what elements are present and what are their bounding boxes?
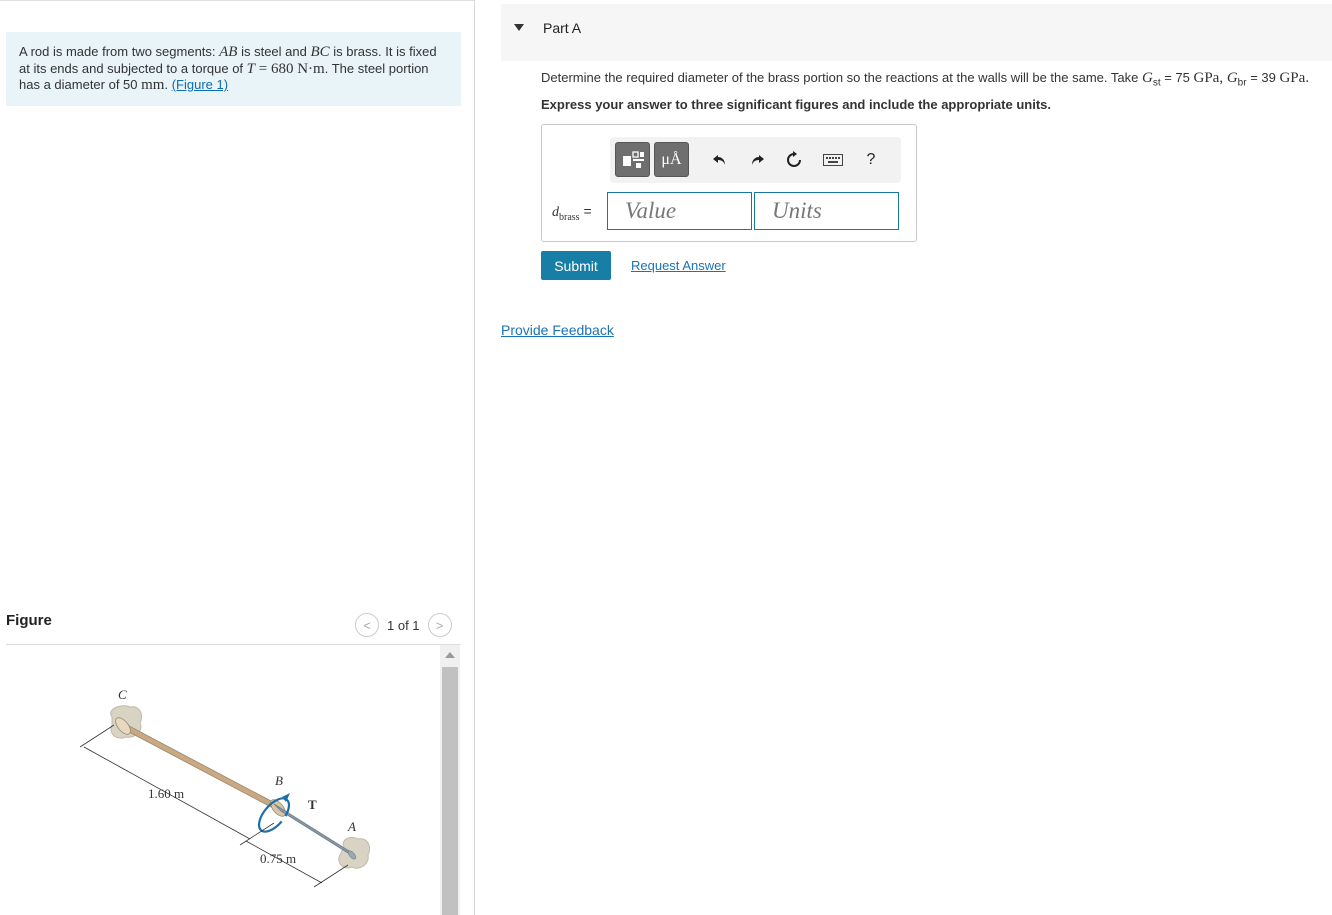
torque-value: = 680 N·m — [255, 60, 325, 77]
undo-icon[interactable] — [709, 149, 731, 171]
keyboard-icon[interactable] — [821, 149, 845, 171]
help-icon[interactable]: ? — [866, 151, 876, 168]
template-button[interactable] — [615, 142, 650, 177]
value-input[interactable]: Value — [607, 192, 752, 230]
wall-a — [339, 837, 370, 868]
units-input[interactable]: Units — [754, 192, 899, 230]
submit-button[interactable]: Submit — [541, 251, 611, 280]
label-b: B — [275, 773, 283, 788]
figure-divider — [6, 644, 461, 645]
math-toolbar — [610, 137, 901, 183]
scroll-thumb[interactable] — [442, 667, 458, 915]
segment-ab: AB — [219, 44, 238, 60]
torque-symbol: T — [246, 60, 255, 77]
dim-ext-c — [80, 725, 114, 747]
g-br-symbol: G — [1226, 70, 1238, 86]
dim-ext-b — [240, 823, 274, 845]
figure-title: Figure — [6, 612, 52, 629]
instruction-text: Express your answer to three significant figures and include the appropriate units. — [541, 97, 1051, 112]
pager-count: 1 of 1 — [387, 617, 420, 633]
chevron-right-icon: > — [435, 617, 444, 633]
dim-ext-a — [314, 865, 348, 887]
segment-bc: BC — [310, 44, 330, 60]
figure-pager — [355, 613, 452, 637]
gpa-unit-2: GPa — [1279, 70, 1306, 86]
brass-segment — [116, 719, 286, 815]
figure-scrollbar[interactable] — [440, 645, 460, 915]
length-ab: 0.75 m — [260, 851, 297, 866]
label-a: A — [348, 819, 356, 834]
collapse-triangle-icon[interactable] — [514, 24, 524, 31]
reset-icon[interactable] — [783, 149, 805, 171]
diameter-unit: mm — [141, 77, 165, 93]
label-c: C — [118, 687, 127, 702]
prev-figure-button[interactable] — [355, 613, 379, 637]
g-st-symbol: G — [1141, 70, 1153, 86]
provide-feedback-link[interactable]: Provide Feedback — [501, 322, 614, 338]
label-torque: T — [308, 797, 317, 812]
chevron-left-icon: < — [363, 617, 371, 633]
redo-icon[interactable] — [746, 149, 768, 171]
pane-divider — [474, 0, 475, 915]
request-answer-link[interactable]: Request Answer — [631, 258, 726, 273]
scroll-up-arrow-icon[interactable] — [445, 652, 455, 658]
problem-pane — [0, 0, 474, 915]
answer-box — [541, 124, 917, 242]
units-symbol-button[interactable]: μÅ — [654, 142, 689, 177]
template-icon — [621, 150, 645, 170]
gpa-unit-1: GPa — [1193, 70, 1220, 86]
rod-figure — [60, 675, 390, 895]
next-figure-button[interactable] — [428, 613, 452, 637]
variable-label: $d_{brass}$ = — [552, 203, 592, 223]
problem-statement: A rod is made from two segments: AB is steel and BC is brass. It is fixed at its ends and subjected to a torque of T = 680 N·m. The steel portion has a diameter of 50 mm. (Figure 1) — [6, 32, 461, 106]
part-a-header[interactable] — [501, 4, 1332, 61]
question-text: Determine the required diameter of the brass portion so the reactions at the walls will be the same. Take $G_{st} = 75$ GPa, $G_{br} = 39$ GPa. — [541, 70, 1310, 89]
part-title: Part A — [543, 20, 582, 36]
length-bc: 1.60 m — [148, 786, 185, 801]
figure-link[interactable]: (Figure 1) — [171, 77, 229, 92]
